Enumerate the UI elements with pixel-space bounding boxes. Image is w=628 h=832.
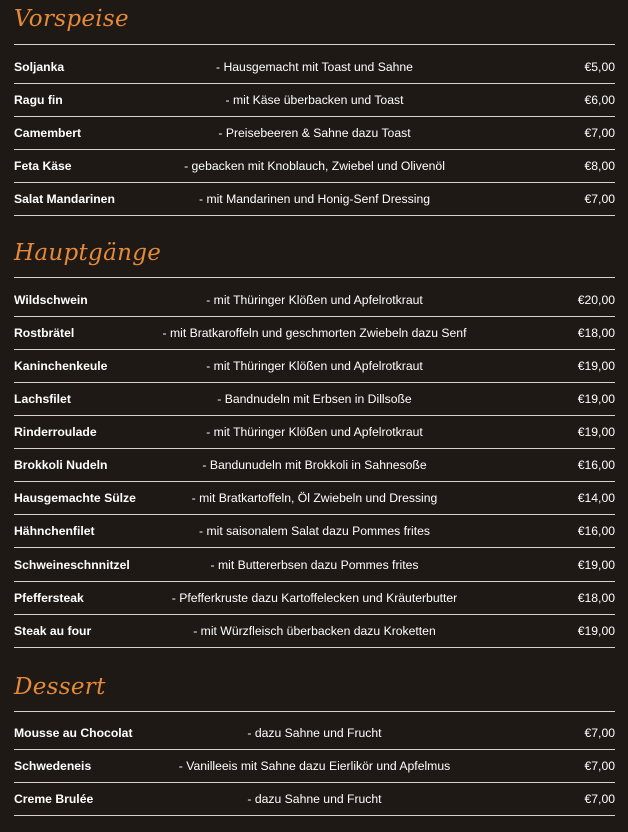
menu-item: [14, 51, 615, 84]
item-price: €20,00: [577, 293, 615, 307]
item-name: Salat Mandarinen: [14, 192, 115, 206]
item-description: - mit Käse überbacken und Toast: [225, 93, 404, 107]
item-price: €8,00: [584, 159, 615, 173]
item-description: - mit Thüringer Klößen und Apfelrotkraut: [206, 425, 423, 439]
item-price: €5,00: [584, 60, 615, 74]
menu-item: [14, 284, 615, 317]
item-price: €19,00: [577, 359, 615, 373]
section-title-vorspeise: Vorspeise: [14, 6, 129, 32]
menu-item: [14, 717, 615, 750]
section-rule: [14, 277, 615, 278]
menu-item: [14, 117, 615, 150]
item-name: Kaninchenkeule: [14, 359, 108, 373]
item-description: - Vanilleeis mit Sahne dazu Eierlikör und Apfelmus: [178, 759, 451, 773]
item-description: - Hausgemacht mit Toast und Sahne: [216, 60, 413, 74]
item-name: Camembert: [14, 126, 82, 140]
item-name: Soljanka: [14, 60, 65, 74]
item-price: €16,00: [577, 524, 615, 538]
item-description: - Preisebeeren & Sahne dazu Toast: [218, 126, 411, 140]
item-name: Creme Brulée: [14, 792, 94, 806]
menu-item: [14, 350, 615, 383]
menu-item: [14, 84, 615, 117]
item-price: €7,00: [584, 126, 615, 140]
item-name: Wildschwein: [14, 293, 88, 307]
item-name: Pfeffersteak: [14, 591, 84, 605]
item-price: €7,00: [584, 192, 615, 206]
item-name: Hähnchenfilet: [14, 524, 95, 538]
menu-item: [14, 615, 615, 648]
item-name: Rostbrätel: [14, 326, 75, 340]
item-name: Hausgemachte Sülze: [14, 491, 136, 505]
item-description: - mit Thüringer Klößen und Apfelrotkraut: [206, 293, 423, 307]
item-price: €7,00: [584, 759, 615, 773]
section-rule: [14, 711, 615, 712]
menu-item: [14, 383, 615, 416]
item-name: Steak au four: [14, 624, 92, 638]
item-description: - Pfefferkruste dazu Kartoffelecken und Kräuterbutter: [171, 591, 458, 605]
item-name: Mousse au Chocolat: [14, 726, 133, 740]
item-price: €18,00: [577, 326, 615, 340]
item-name: Rinderroulade: [14, 425, 97, 439]
menu-item: [14, 317, 615, 350]
item-price: €19,00: [577, 425, 615, 439]
item-price: €18,00: [577, 591, 615, 605]
section-title-dessert: Dessert: [14, 674, 106, 700]
menu-item: [14, 783, 615, 816]
item-description: - mit Bratkaroffeln und geschmorten Zwiebeln dazu Senf: [162, 326, 467, 340]
item-price: €6,00: [584, 93, 615, 107]
item-description: - mit Würzfleisch überbacken dazu Kroketten: [193, 624, 436, 638]
item-price: €19,00: [577, 624, 615, 638]
item-name: Lachsfilet: [14, 392, 71, 406]
menu-item: [14, 549, 615, 582]
item-description: - mit Buttererbsen dazu Pommes frites: [210, 558, 419, 572]
item-price: €19,00: [577, 558, 615, 572]
item-name: Schweineschnnitzel: [14, 558, 130, 572]
item-name: Ragu fin: [14, 93, 63, 107]
menu-item: [14, 750, 615, 783]
item-description: - mit Mandarinen und Honig-Senf Dressing: [199, 192, 430, 206]
item-price: €7,00: [584, 792, 615, 806]
item-description: - gebacken mit Knoblauch, Zwiebel und Olivenöl: [184, 159, 445, 173]
menu-item: [14, 515, 615, 548]
item-name: Feta Käse: [14, 159, 72, 173]
item-name: Brokkoli Nudeln: [14, 458, 108, 472]
menu-item: [14, 482, 615, 515]
item-price: €14,00: [577, 491, 615, 505]
item-description: - dazu Sahne und Frucht: [247, 792, 382, 806]
item-description: - Bandunudeln mit Brokkoli in Sahnesoße: [202, 458, 427, 472]
item-description: - dazu Sahne und Frucht: [247, 726, 382, 740]
menu-item: [14, 150, 615, 183]
section-rule: [14, 44, 615, 45]
menu-item: [14, 449, 615, 482]
menu-item: [14, 416, 615, 449]
item-price: €19,00: [577, 392, 615, 406]
item-description: - mit Bratkartoffeln, Öl Zwiebeln und Dressing: [191, 491, 438, 505]
item-name: Schwedeneis: [14, 759, 92, 773]
item-price: €7,00: [584, 726, 615, 740]
menu-item: [14, 183, 615, 216]
item-description: - mit saisonalem Salat dazu Pommes frites: [199, 524, 430, 538]
item-price: €16,00: [577, 458, 615, 472]
section-title-hauptgaenge: Hauptgänge: [14, 240, 162, 266]
menu-item: [14, 582, 615, 615]
item-description: - Bandnudeln mit Erbsen in Dillsoße: [217, 392, 412, 406]
item-description: - mit Thüringer Klößen und Apfelrotkraut: [206, 359, 423, 373]
